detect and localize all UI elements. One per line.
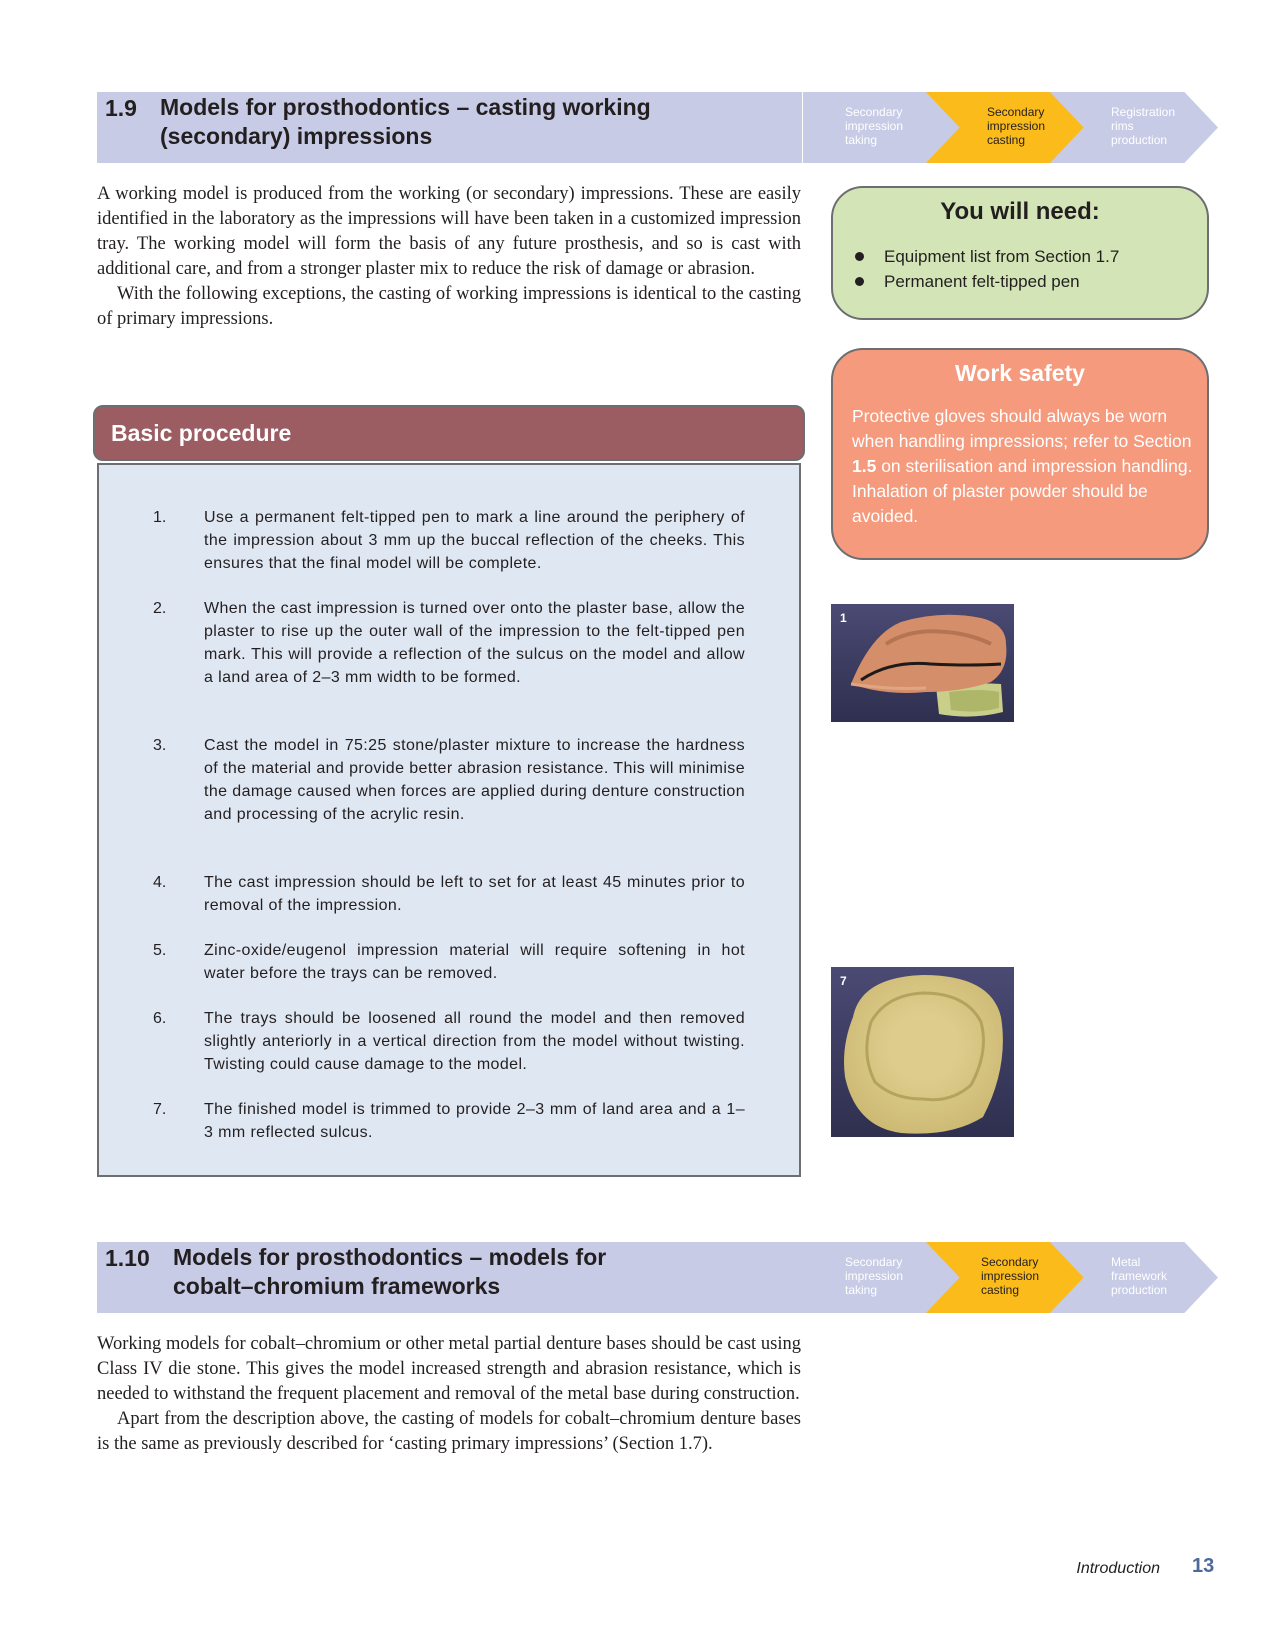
step-text: When the cast impression is turned over onto the plaster base, allow the plaster to rise up the outer wall of the impression to the felt-tipped pen mark. This will provide a reflection of the sulcus on the model and allow a land area of 2–3 mm width to be formed. [204,600,745,686]
bullet-icon [855,277,864,286]
flow-step-label-active: Secondary impression casting [981,1255,1040,1297]
section-title-line: cobalt–chromium frameworks [173,1273,501,1299]
paragraph: A working model is produced from the working (or secondary) impressions. These are easily identified in the laboratory as the impressions will have been taken in a customized impression tray. The working model will form the basis of any future prosthesis, and so is cast with additional care, and from a stronger plaster mix to reduce the risk of damage or abrasion. [97,184,801,279]
paragraph: Working models for cobalt–chromium or other metal partial denture bases should be cast using Class IV die stone. This gives the model increased strength and abrasion resistance, which is needed to withstand the frequent placement and removal of the metal base during construction. [97,1334,801,1404]
work-safety-title: Work safety [955,360,1085,386]
footer-chapter-label: Introduction [1076,1560,1160,1577]
flow-step-label-active: Secondary impression casting [987,105,1046,147]
section-title-line: Models for prosthodontics – casting working [160,94,651,120]
model-illustration [831,967,1014,1137]
photo-finished-model [831,967,1014,1137]
need-list-item: Permanent felt-tipped pen [855,269,1119,294]
section-number: 1.10 [105,1245,150,1271]
flow-step-label: Metal framework production [1111,1255,1168,1297]
step-number: 5. [153,942,167,959]
step-number: 7. [153,1101,167,1118]
section-number: 1.9 [105,95,137,121]
step-number: 2. [153,600,167,617]
step-number: 6. [153,1010,167,1027]
paragraph: With the following exceptions, the casting of working impressions is identical to the casting of primary impressions. [97,284,801,329]
step-text: Use a permanent felt-tipped pen to mark a line around the periphery of the impression about 3 mm up the buccal reflection of the cheeks. This ensures that the final model will be complete. [204,509,745,572]
section-title-line: (secondary) impressions [160,123,433,149]
need-list-item: Equipment list from Section 1.7 [855,244,1119,269]
flow-step-label: Registration rims production [1111,105,1176,147]
photo-label: 1 [840,611,847,625]
section-body-text [97,182,801,332]
basic-procedure-header [93,405,805,461]
basic-procedure-box [97,463,801,1177]
work-safety-box [831,348,1209,560]
basic-procedure-title: Basic procedure [111,420,292,446]
flow-step-label: Secondary impression taking [845,1255,904,1297]
step-text: Zinc-oxide/eugenol impression material will require softening in hot water before the trays can be removed. [204,942,745,982]
work-safety-text: Protective gloves should always be worn when handling impressions; refer to Section 1.5 on sterilisation and impression handling. Inhalation of plaster powder should be avoided. [852,406,1193,526]
photo-impression-marked [831,604,1014,722]
step-number: 1. [153,509,167,526]
section-title-line: Models for prosthodontics – models for [173,1244,607,1270]
section-title [173,1243,606,1301]
page-number: 13 [1192,1555,1215,1577]
bullet-icon [855,252,864,261]
impression-illustration [831,604,1014,722]
step-number: 3. [153,737,167,754]
need-list [855,244,1119,294]
photo-label: 7 [840,974,847,988]
section-title [160,93,651,151]
need-box-title: You will need: [940,198,1100,225]
flow-step-label: Secondary impression taking [845,105,904,147]
you-will-need-box [831,186,1209,320]
step-text: Cast the model in 75:25 stone/plaster mixture to increase the hardness of the material and provide better abrasion resistance. This will minimise the damage caused when forces are applied during denture construction and processing of the acrylic resin. [204,737,745,823]
step-text: The trays should be loosened all round the model and then removed slightly anteriorly in a vertical direction from the model without twisting. Twisting could cause damage to the model. [204,1010,745,1073]
step-number: 4. [153,874,167,891]
step-text: The cast impression should be left to set for at least 45 minutes prior to removal of the impression. [204,874,745,914]
paragraph: Apart from the description above, the casting of models for cobalt–chromium denture bases is the same as previously described for ‘casting primary impressions’ (Section 1.7). [97,1409,801,1454]
section-body-text [97,1332,801,1457]
step-text: The finished model is trimmed to provide 2–3 mm of land area and a 1–3 mm reflected sulcus. [204,1101,745,1141]
